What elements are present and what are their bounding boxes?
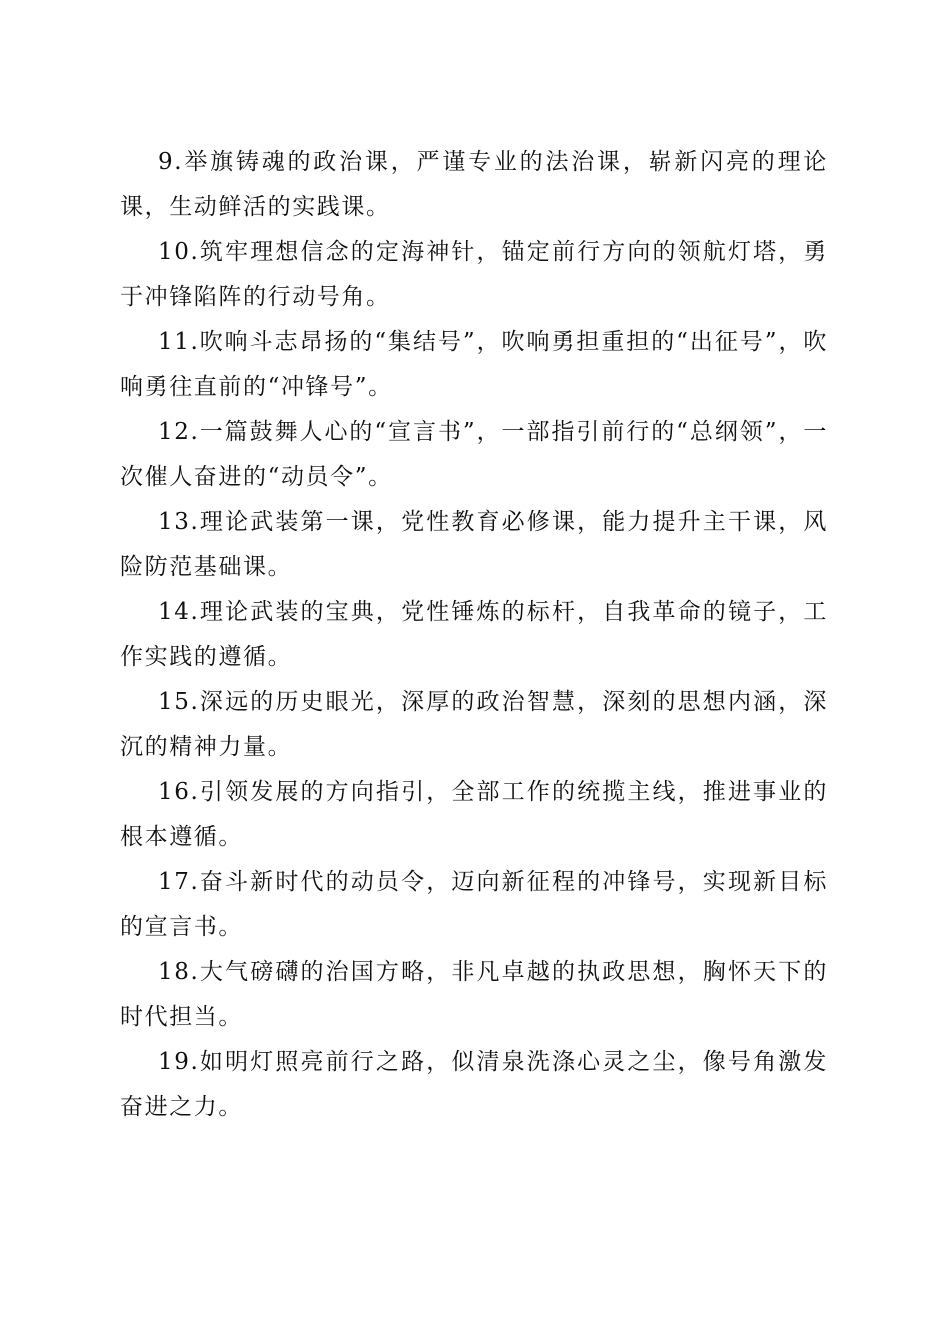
paragraph-item-19: 19.如明灯照亮前行之路，似清泉洗涤心灵之尘，像号角激发奋进之力。 xyxy=(120,1049,828,1120)
paragraph-item-11: 11.吹响斗志昂扬的“集结号”，吹响勇担重担的“出征号”，吹响勇往直前的“冲锋号”。 xyxy=(120,329,828,400)
paragraph-item-12: 12.一篇鼓舞人心的“宣言书”，一部指引前行的“总纲领”，一次催人奋进的“动员令”。 xyxy=(120,419,828,490)
paragraph-item-9: 9.举旗铸魂的政治课，严谨专业的法治课，崭新闪亮的理论课，生动鲜活的实践课。 xyxy=(120,149,828,220)
paragraph-item-16: 16.引领发展的方向指引，全部工作的统揽主线，推进事业的根本遵循。 xyxy=(120,779,828,850)
paragraph-item-15: 15.深远的历史眼光，深厚的政治智慧，深刻的思想内涵，深沉的精神力量。 xyxy=(120,689,828,760)
paragraph-item-18: 18.大气磅礴的治国方略，非凡卓越的执政思想，胸怀天下的时代担当。 xyxy=(120,959,828,1030)
paragraph-item-13: 13.理论武装第一课，党性教育必修课，能力提升主干课，风险防范基础课。 xyxy=(120,509,828,580)
paragraph-item-10: 10.筑牢理想信念的定海神针，锚定前行方向的领航灯塔，勇于冲锋陷阵的行动号角。 xyxy=(120,239,828,310)
paragraph-item-17: 17.奋斗新时代的动员令，迈向新征程的冲锋号，实现新目标的宣言书。 xyxy=(120,869,828,940)
document-body xyxy=(120,140,828,1130)
paragraph-item-14: 14.理论武装的宝典，党性锤炼的标杆，自我革命的镜子，工作实践的遵循。 xyxy=(120,599,828,670)
